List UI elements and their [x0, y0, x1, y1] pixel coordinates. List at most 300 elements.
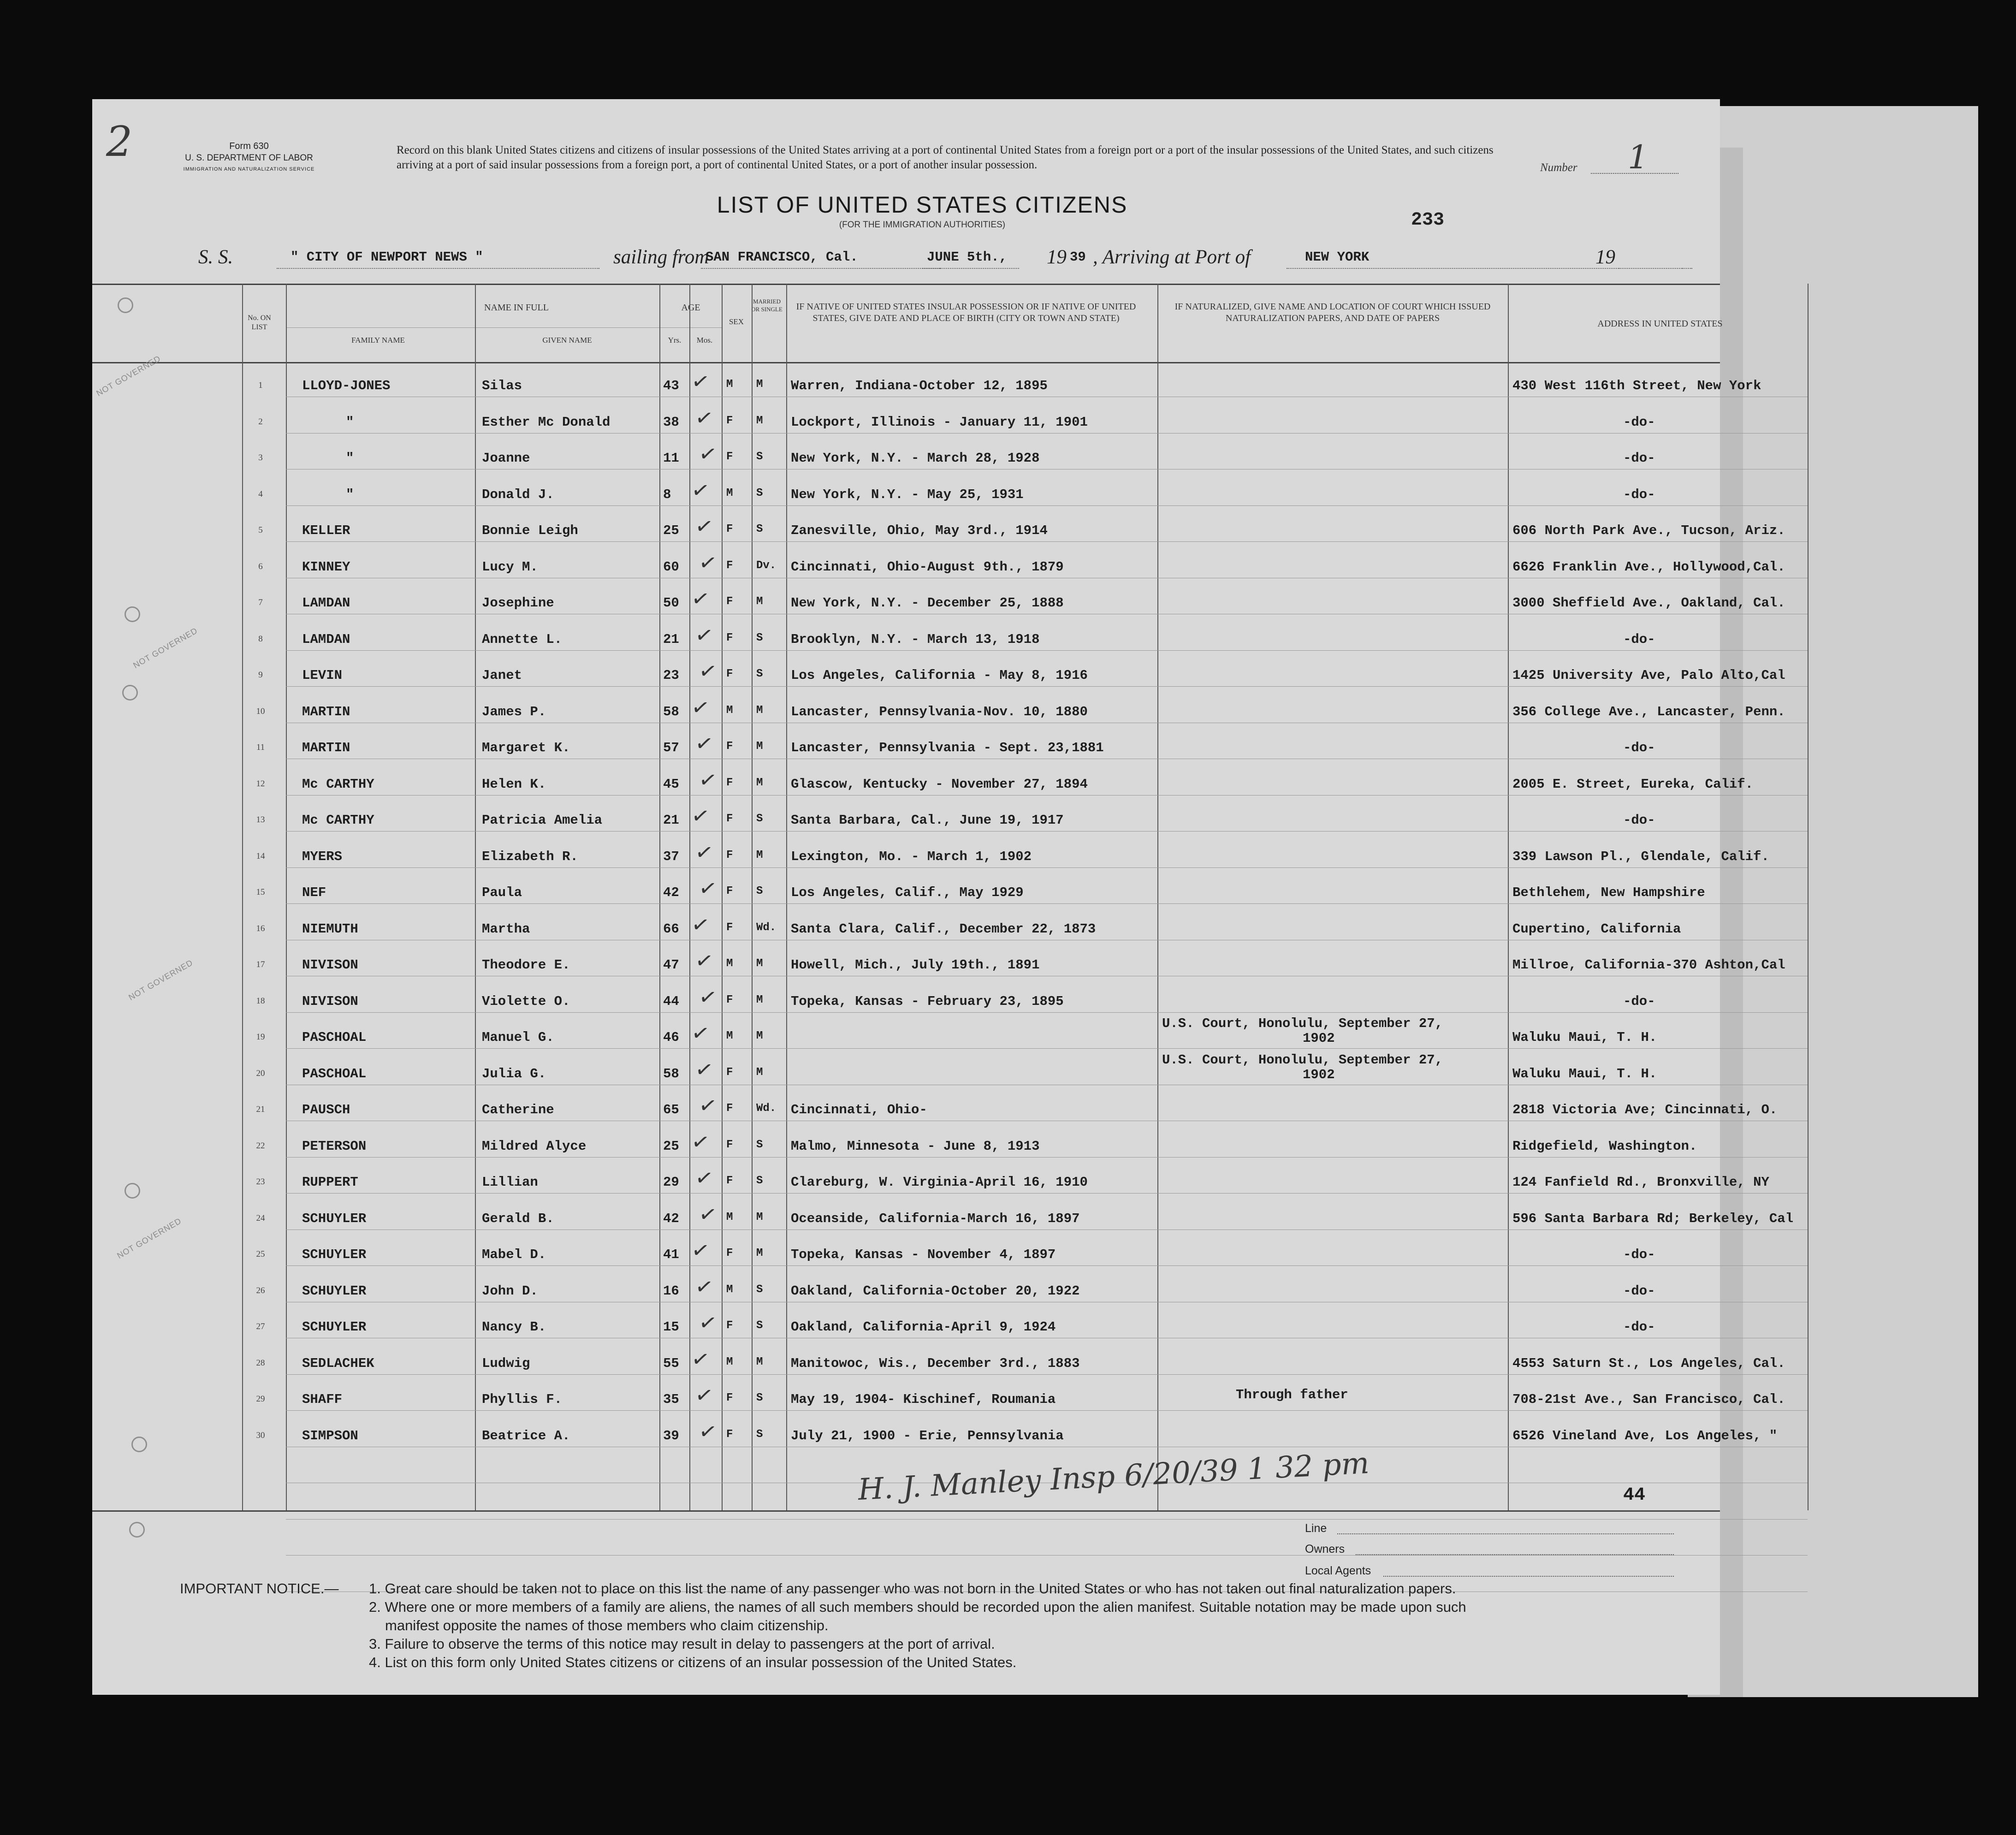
check-mark-icon: ✓ — [689, 802, 712, 830]
given-name-cell: Catherine — [482, 1102, 554, 1117]
address-cell: 124 Fanfield Rd., Bronxville, NY — [1512, 1175, 1769, 1190]
birth-cell: Lockport, Illinois - January 11, 1901 — [791, 414, 1088, 430]
age-cell: 11 — [663, 451, 679, 466]
arrival-year-line — [1619, 268, 1692, 269]
given-name-cell: James P. — [482, 704, 546, 719]
sex-cell: F — [726, 993, 733, 1006]
given-name-cell: Helen K. — [482, 776, 546, 792]
column-rule — [786, 284, 787, 1510]
given-name-cell: Martha — [482, 921, 530, 937]
birth-cell: Oakland, California-April 9, 1924 — [791, 1319, 1056, 1335]
check-mark-icon: ✓ — [697, 1417, 719, 1445]
address-cell: Cupertino, California — [1512, 921, 1681, 937]
family-name-cell: SHAFF — [302, 1392, 343, 1407]
birth-cell: Cincinnati, Ohio-August 9th., 1879 — [791, 559, 1064, 575]
given-name-cell: Mabel D. — [482, 1247, 546, 1262]
given-name-cell: Silas — [482, 378, 522, 393]
family-name-cell: SEDLACHEK — [302, 1355, 374, 1371]
marital-status-cell: M — [756, 1066, 763, 1079]
header-address: ADDRESS IN UNITED STATES — [1597, 319, 1723, 329]
address-cell: -do- — [1623, 740, 1655, 755]
row-number: 3 — [258, 453, 263, 463]
ruled-line — [286, 1410, 1808, 1411]
address-cell: -do- — [1623, 631, 1655, 647]
check-mark-icon: ✓ — [697, 1309, 719, 1336]
naturalization-cell: Through father — [1236, 1387, 1348, 1402]
table-bottom-rule — [92, 1510, 1720, 1512]
header-age: AGE — [681, 303, 700, 313]
column-rule — [722, 284, 723, 1510]
age-cell: 25 — [663, 523, 679, 538]
marital-status-cell: S — [756, 1392, 763, 1404]
age-cell: 23 — [663, 668, 679, 683]
sex-cell: M — [726, 378, 733, 391]
row-number: 16 — [256, 923, 265, 933]
birth-cell: Clareburg, W. Virginia-April 16, 1910 — [791, 1175, 1088, 1190]
marital-status-cell: M — [756, 704, 763, 717]
sex-cell: F — [726, 414, 733, 427]
check-mark-icon: ✓ — [697, 983, 719, 1011]
punch-hole — [125, 606, 140, 622]
age-cell: 65 — [663, 1102, 679, 1117]
family-name-cell: MARTIN — [302, 704, 350, 719]
address-cell: 6626 Franklin Ave., Hollywood,Cal. — [1512, 559, 1785, 575]
header-naturalized: IF NATURALIZED, GIVE NAME AND LOCATION OF COURT WHICH ISSUED NATURALIZATION PAPERS, AND DATE OF PAPERS — [1174, 302, 1491, 323]
sex-cell: M — [726, 1355, 733, 1368]
row-number: 13 — [256, 815, 265, 825]
sex-cell: F — [726, 559, 733, 572]
marital-status-cell: S — [756, 1283, 763, 1296]
address-cell: 4553 Saturn St., Los Angeles, Cal. — [1512, 1355, 1785, 1371]
check-mark-icon: ✓ — [689, 476, 712, 504]
punch-hole — [129, 1522, 145, 1538]
ship-name: " CITY OF NEWPORT NEWS " — [291, 249, 483, 265]
department-name: U. S. DEPARTMENT OF LABOR — [185, 153, 313, 163]
sex-cell: M — [726, 487, 733, 499]
header-family-name: FAMILY NAME — [351, 336, 405, 344]
given-name-cell: Lucy M. — [482, 559, 538, 575]
row-number: 19 — [256, 1032, 265, 1042]
address-cell: Ridgefield, Washington. — [1512, 1138, 1697, 1154]
family-name-cell: " — [346, 451, 354, 466]
check-mark-icon: ✓ — [693, 512, 715, 540]
sex-cell: F — [726, 1102, 733, 1115]
marital-status-cell: M — [756, 1247, 763, 1259]
row-number: 25 — [256, 1249, 265, 1259]
address-cell: 2005 E. Street, Eureka, Calif. — [1512, 776, 1754, 792]
sex-cell: M — [726, 1030, 733, 1042]
header-birth: IF NATIVE OF UNITED STATES INSULAR POSSESSION OR IF NATIVE OF UNITED STATES, GIVE DATE AND PLACE OF BIRTH (CITY OR TOWN AND STATE) — [796, 302, 1136, 323]
local-agents-label: Local Agents — [1305, 1564, 1371, 1577]
marital-status-cell: M — [756, 1355, 763, 1368]
marital-status-cell: Wd. — [756, 1102, 777, 1115]
age-cell: 29 — [663, 1175, 679, 1190]
sex-cell: M — [726, 957, 733, 970]
family-name-cell: Mc CARTHY — [302, 776, 374, 792]
row-number: 23 — [256, 1177, 265, 1187]
ruled-line — [286, 795, 1808, 796]
given-name-cell: Esther Mc Donald — [482, 414, 611, 430]
check-mark-icon: ✓ — [689, 1128, 712, 1156]
age-cell: 57 — [663, 740, 679, 755]
birth-cell: Glascow, Kentucky - November 27, 1894 — [791, 776, 1088, 792]
row-number: 12 — [256, 778, 265, 789]
marital-status-cell: M — [756, 776, 763, 789]
page-title: LIST OF UNITED STATES CITIZENS — [717, 192, 1128, 218]
address-cell: 708-21st Ave., San Francisco, Cal. — [1512, 1392, 1785, 1407]
sex-cell: F — [726, 776, 733, 789]
sex-cell: F — [726, 451, 733, 463]
marital-status-cell: S — [756, 523, 763, 535]
notice-label: IMPORTANT NOTICE.— — [180, 1580, 339, 1597]
family-name-cell: LEVIN — [302, 668, 343, 683]
family-name-cell: SCHUYLER — [302, 1211, 367, 1226]
sex-cell: M — [726, 1211, 733, 1223]
check-mark-icon: ✓ — [689, 1236, 712, 1264]
sex-cell: F — [726, 1175, 733, 1187]
sex-cell: F — [726, 1247, 733, 1259]
birth-cell: May 19, 1904- Kischinef, Roumania — [791, 1392, 1056, 1407]
check-mark-icon: ✓ — [693, 1381, 715, 1409]
given-name-cell: Margaret K. — [482, 740, 570, 755]
given-name-cell: Paula — [482, 885, 522, 900]
marital-status-cell: S — [756, 451, 763, 463]
ruled-line — [286, 433, 1808, 434]
age-cell: 47 — [663, 957, 679, 973]
family-name-cell: " — [346, 487, 354, 502]
column-rule — [689, 284, 690, 1510]
address-cell: -do- — [1623, 1247, 1655, 1262]
address-cell: 339 Lawson Pl., Glendale, Calif. — [1512, 849, 1769, 864]
age-cell: 58 — [663, 1066, 679, 1081]
check-mark-icon: ✓ — [689, 1019, 712, 1047]
ruled-line — [286, 541, 1808, 542]
sex-cell: F — [726, 1066, 733, 1079]
sex-cell: F — [726, 813, 733, 825]
marital-status-cell: M — [756, 1030, 763, 1042]
age-cell: 21 — [663, 631, 679, 647]
column-rule — [1157, 284, 1158, 1510]
check-mark-icon: ✓ — [689, 910, 712, 938]
address-cell: Bethlehem, New Hampshire — [1512, 885, 1705, 900]
age-cell: 50 — [663, 595, 679, 611]
address-cell: 596 Santa Barbara Rd; Berkeley, Cal — [1512, 1211, 1794, 1226]
header-given-name: GIVEN NAME — [542, 336, 592, 344]
family-name-cell: SCHUYLER — [302, 1319, 367, 1335]
row-number: 29 — [256, 1394, 265, 1404]
marital-status-cell: S — [756, 631, 763, 644]
ruled-line — [286, 505, 1808, 506]
number-value: 1 — [1628, 138, 1648, 176]
line-field — [1337, 1533, 1674, 1534]
family-name-cell: " — [346, 414, 354, 430]
marital-status-cell: S — [756, 813, 763, 825]
notice-item-3: 3. Failure to observe the terms of this notice may result in delay to passengers at the port of arrival. — [369, 1636, 995, 1652]
birth-cell: July 21, 1900 - Erie, Pennsylvania — [791, 1428, 1064, 1443]
owners-label: Owners — [1305, 1543, 1345, 1556]
birth-cell: Howell, Mich., July 19th., 1891 — [791, 957, 1040, 973]
row-number: 14 — [256, 851, 265, 861]
birth-cell: Oakland, California-October 20, 1922 — [791, 1283, 1080, 1299]
age-cell: 42 — [663, 885, 679, 900]
given-name-cell: Gerald B. — [482, 1211, 554, 1226]
check-mark-icon: ✓ — [693, 404, 715, 432]
family-name-cell: NEF — [302, 885, 326, 900]
marital-status-cell: M — [756, 378, 763, 391]
page-subtitle: (FOR THE IMMIGRATION AUTHORITIES) — [839, 220, 1006, 230]
naturalization-year-cell: 1902 — [1303, 1031, 1335, 1046]
port-from: SAN FRANCISCO, Cal. — [706, 249, 858, 265]
age-cell: 60 — [663, 559, 679, 575]
marital-status-cell: Dv. — [756, 559, 777, 572]
punch-hole — [131, 1437, 147, 1452]
family-name-cell: PASCHOAL — [302, 1030, 367, 1045]
check-mark-icon: ✓ — [697, 766, 719, 794]
given-name-cell: Patricia Amelia — [482, 813, 603, 828]
notice-item-1: 1. Great care should be taken not to place on this list the name of any passenger who was not born in the United States or who has not taken out final naturalization papers. — [369, 1580, 1456, 1597]
year-suffix: 39 — [1070, 249, 1086, 265]
check-mark-icon: ✓ — [693, 1055, 715, 1083]
family-name-cell: PETERSON — [302, 1138, 367, 1154]
birth-cell: Malmo, Minnesota - June 8, 1913 — [791, 1138, 1040, 1154]
marital-status-cell: S — [756, 1138, 763, 1151]
birth-cell: Oceanside, California-March 16, 1897 — [791, 1211, 1080, 1226]
address-cell: -do- — [1623, 813, 1655, 828]
birth-cell: Los Angeles, Calif., May 1929 — [791, 885, 1024, 900]
ruled-line — [286, 1012, 1808, 1013]
given-name-cell: Elizabeth R. — [482, 849, 578, 864]
ruled-line — [286, 903, 1808, 904]
form-number: Form 630 — [229, 141, 269, 151]
check-mark-icon: ✓ — [697, 657, 719, 685]
sex-cell: M — [726, 704, 733, 717]
age-cell: 35 — [663, 1392, 679, 1407]
ruled-line — [286, 1374, 1808, 1375]
age-cell: 37 — [663, 849, 679, 864]
address-cell: 430 West 116th Street, New York — [1512, 378, 1761, 393]
sex-cell: F — [726, 1428, 733, 1441]
family-name-cell: SCHUYLER — [302, 1283, 367, 1299]
table-top-rule — [92, 284, 1720, 285]
family-name-cell: PAUSCH — [302, 1102, 350, 1117]
address-cell: Waluku Maui, T. H. — [1512, 1030, 1657, 1045]
address-cell: 606 North Park Ave., Tucson, Ariz. — [1512, 523, 1785, 538]
punch-hole — [118, 297, 133, 313]
ss-label: S. S. — [198, 246, 233, 268]
row-number: 21 — [256, 1105, 265, 1114]
birth-cell: Warren, Indiana-October 12, 1895 — [791, 378, 1048, 393]
address-cell: -do- — [1623, 993, 1655, 1009]
check-mark-icon: ✓ — [693, 838, 715, 866]
address-cell: 6526 Vineland Ave, Los Angeles, " — [1512, 1428, 1778, 1443]
row-number: 9 — [258, 670, 263, 680]
row-number: 1 — [258, 380, 263, 390]
family-name-cell: SIMPSON — [302, 1428, 358, 1443]
inspector-signature: H. J. Manley Insp 6/20/39 1 32 pm — [857, 1446, 1370, 1507]
check-mark-icon: ✓ — [693, 947, 715, 974]
column-rule — [286, 284, 287, 1510]
header-married-single: MARRIED OR SINGLE — [751, 298, 783, 313]
header-mos: Mos. — [696, 336, 713, 344]
punch-hole — [122, 685, 138, 701]
birth-cell: Lexington, Mo. - March 1, 1902 — [791, 849, 1032, 864]
address-cell: 1425 University Ave, Palo Alto,Cal — [1512, 668, 1785, 683]
family-name-cell: KINNEY — [302, 559, 350, 575]
header-sex: SEX — [729, 317, 744, 326]
age-cell: 16 — [663, 1283, 679, 1299]
age-cell: 45 — [663, 776, 679, 792]
birth-cell: Santa Barbara, Cal., June 19, 1917 — [791, 813, 1064, 828]
family-name-cell: LAMDAN — [302, 595, 350, 611]
marital-status-cell: S — [756, 1175, 763, 1187]
address-cell: -do- — [1623, 451, 1655, 466]
age-subheader-rule — [659, 327, 722, 328]
sex-cell: F — [726, 885, 733, 897]
age-cell: 58 — [663, 704, 679, 719]
age-cell: 39 — [663, 1428, 679, 1443]
birth-cell: New York, N.Y. - May 25, 1931 — [791, 487, 1024, 502]
birth-cell: New York, N.Y. - December 25, 1888 — [791, 595, 1064, 611]
age-cell: 8 — [663, 487, 671, 502]
marital-status-cell: M — [756, 993, 763, 1006]
age-cell: 41 — [663, 1247, 679, 1262]
given-name-cell: Annette L. — [482, 631, 563, 647]
port-from-line — [701, 268, 941, 269]
not-governed-stamp: NOT GOVERNED — [95, 353, 162, 398]
row-number: 7 — [258, 598, 263, 607]
column-rule — [659, 284, 660, 1510]
age-cell: 15 — [663, 1319, 679, 1335]
family-name-cell: RUPPERT — [302, 1175, 358, 1190]
address-cell: Waluku Maui, T. H. — [1512, 1066, 1657, 1081]
sex-cell: F — [726, 668, 733, 680]
birth-cell: Lancaster, Pennsylvania - Sept. 23,1881 — [791, 740, 1104, 755]
sailing-label: sailing from — [613, 246, 709, 268]
row-number: 24 — [256, 1213, 265, 1223]
ruled-line — [286, 1519, 1808, 1520]
check-mark-icon: ✓ — [697, 548, 719, 576]
address-cell: -do- — [1623, 1319, 1655, 1335]
notice-item-2: 2. Where one or more members of a family are aliens, the names of all such members should be recorded upon the alien manifest. Suitable notation may be made upon such — [369, 1599, 1466, 1615]
check-mark-icon: ✓ — [693, 1272, 715, 1301]
check-mark-icon: ✓ — [689, 693, 712, 721]
birth-cell: Topeka, Kansas - February 23, 1895 — [791, 993, 1064, 1009]
family-name-cell: MYERS — [302, 849, 343, 864]
service-name: IMMIGRATION AND NATURALIZATION SERVICE — [183, 166, 315, 172]
check-mark-icon: ✓ — [697, 440, 719, 468]
family-name-cell: NIVISON — [302, 957, 358, 973]
given-name-cell: John D. — [482, 1283, 538, 1299]
handwritten-page-number: 2 — [106, 118, 133, 166]
row-number: 5 — [258, 525, 263, 535]
age-cell: 66 — [663, 921, 679, 937]
naturalization-cell: U.S. Court, Honolulu, September 27, — [1162, 1016, 1443, 1031]
row-number: 11 — [256, 742, 265, 752]
row-number: 30 — [256, 1430, 265, 1440]
marital-status-cell: M — [756, 595, 763, 608]
birth-cell: Manitowoc, Wis., December 3rd., 1883 — [791, 1355, 1080, 1371]
owners-field — [1356, 1554, 1674, 1555]
given-name-cell: Phyllis F. — [482, 1392, 563, 1407]
check-mark-icon: ✓ — [689, 1345, 712, 1373]
punch-hole — [125, 1183, 140, 1199]
given-name-cell: Joanne — [482, 451, 530, 466]
given-name-cell: Nancy B. — [482, 1319, 546, 1335]
age-cell: 38 — [663, 414, 679, 430]
address-cell: -do- — [1623, 414, 1655, 430]
row-number: 10 — [256, 706, 265, 716]
given-name-cell: Lillian — [482, 1175, 538, 1190]
check-mark-icon: ✓ — [697, 1200, 719, 1228]
given-name-cell: Manuel G. — [482, 1030, 554, 1045]
not-governed-stamp: NOT GOVERNED — [131, 625, 199, 671]
sex-cell: F — [726, 849, 733, 861]
header-yrs: Yrs. — [668, 336, 682, 344]
ruled-line — [286, 1193, 1808, 1194]
given-name-cell: Violette O. — [482, 993, 570, 1009]
year-prefix: 19 — [1047, 246, 1067, 268]
ruled-line — [286, 867, 1808, 868]
row-number: 22 — [256, 1140, 265, 1151]
port-to: NEW YORK — [1305, 249, 1370, 265]
check-mark-icon: ✓ — [693, 1164, 715, 1192]
column-rule — [475, 284, 476, 1510]
given-name-cell: Theodore E. — [482, 957, 570, 973]
ruled-line — [286, 650, 1808, 651]
marital-status-cell: Wd. — [756, 921, 777, 934]
row-number: 6 — [258, 561, 263, 571]
address-cell: 2818 Victoria Ave; Cincinnati, O. — [1512, 1102, 1778, 1117]
row-number: 2 — [258, 416, 263, 427]
row-number: 18 — [256, 996, 265, 1006]
address-cell: 356 College Ave., Lancaster, Penn. — [1512, 704, 1785, 719]
birth-cell: Cincinnati, Ohio- — [791, 1102, 927, 1117]
notice-item-4: 4. List on this form only United States citizens or citizens of an insular possession of the United States. — [369, 1654, 1017, 1670]
ruled-line — [286, 1048, 1808, 1049]
age-cell: 21 — [663, 813, 679, 828]
ruled-line — [286, 1157, 1808, 1158]
ruled-line — [286, 1229, 1808, 1230]
family-name-cell: KELLER — [302, 523, 350, 538]
marital-status-cell: M — [756, 1211, 763, 1223]
family-name-cell: MARTIN — [302, 740, 350, 755]
sex-cell: F — [726, 1392, 733, 1404]
row-number: 15 — [256, 887, 265, 897]
arriving-label: , Arriving at Port of — [1093, 246, 1251, 268]
given-name-cell: Josephine — [482, 595, 554, 611]
sex-cell: F — [726, 631, 733, 644]
row-number: 17 — [256, 960, 265, 969]
row-number: 28 — [256, 1358, 265, 1368]
birth-cell: Zanesville, Ohio, May 3rd., 1914 — [791, 523, 1048, 538]
age-cell: 42 — [663, 1211, 679, 1226]
birth-cell: Santa Clara, Calif., December 22, 1873 — [791, 921, 1096, 937]
birth-cell: Brooklyn, N.Y. - March 13, 1918 — [791, 631, 1040, 647]
row-number: 8 — [258, 634, 263, 644]
marital-status-cell: S — [756, 885, 763, 897]
check-mark-icon: ✓ — [689, 368, 712, 395]
line-label: Line — [1305, 1522, 1327, 1535]
page-stamp-number: 233 — [1411, 210, 1445, 231]
column-rule — [242, 284, 243, 1510]
marital-status-cell: M — [756, 740, 763, 753]
check-mark-icon: ✓ — [697, 1092, 719, 1119]
given-name-cell: Donald J. — [482, 487, 554, 502]
family-name-cell: SCHUYLER — [302, 1247, 367, 1262]
ruled-line — [286, 1555, 1808, 1556]
marital-status-cell: S — [756, 1319, 763, 1332]
address-cell: Millroe, California-370 Ashton,Cal — [1512, 957, 1785, 973]
